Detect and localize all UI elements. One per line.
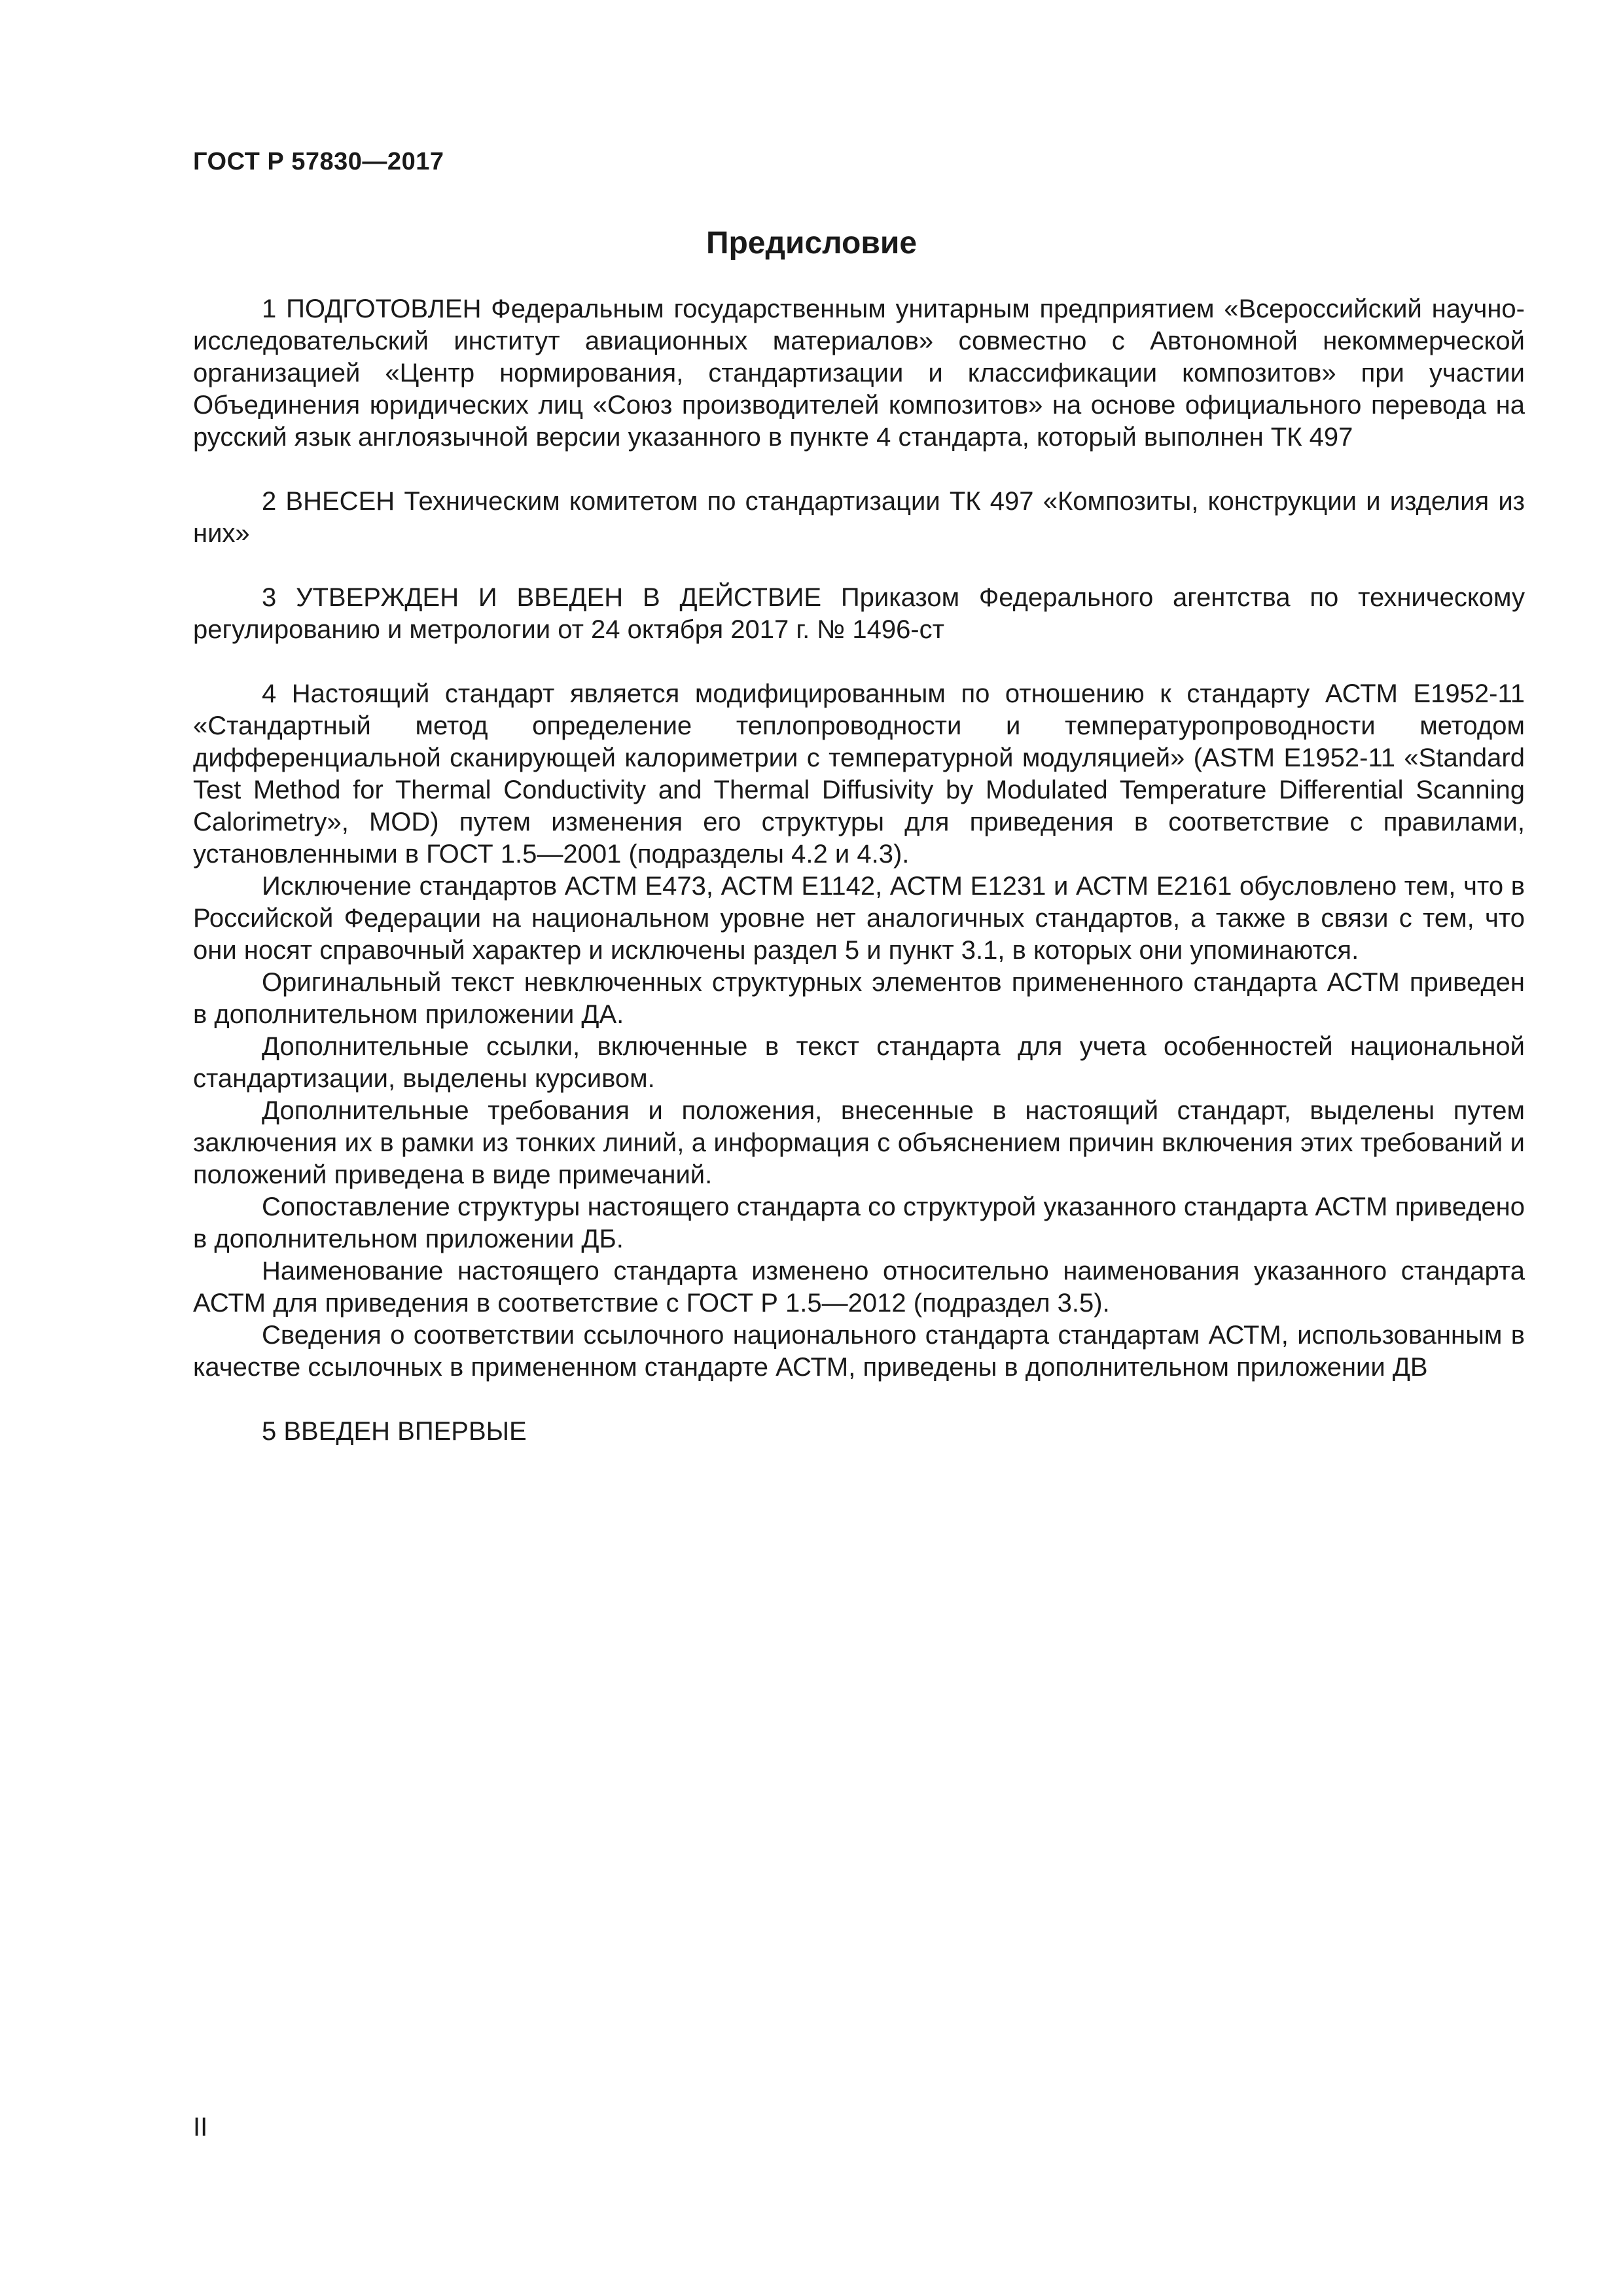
paragraph-reference-compliance: Сведения о соответствии ссылочного национального стандарта стандартам АСТМ, использованным в качестве ссылочных в примененном стандарте АСТМ, приведены в дополнительном приложении ДВ xyxy=(193,1321,1525,1382)
paragraph-modified-standard: 4 Настоящий стандарт является модифицированным по отношению к стандарту АСТМ Е1952-11 «Стандартный метод определение теплопроводности и температуропроводности методом дифференциальной сканирующей калориметрии с температурной модуляцией» (ASTM E1952-11 «Standard Test Method for Thermal Conductivity and Thermal Diffusivity by Modulated Temperature Differential Scanning Calorimetry», MOD) путем изменения его структуры для приведения в соответствие с правилами, установленными в ГОСТ 1.5—2001 (подразделы 4.2 и 4.3). xyxy=(193,679,1525,869)
paragraph-first-introduced: 5 ВВЕДЕН ВПЕРВЫЕ xyxy=(262,1417,527,1446)
foreword-body xyxy=(193,293,1525,1448)
paragraph-original-text: Оригинальный текст невключенных структурных элементов примененного стандарта АСТМ приведен в дополнительном приложении ДА. xyxy=(193,968,1525,1029)
paragraph-additional-requirements: Дополнительные требования и положения, внесенные в настоящий стандарт, выделены путем заключения их в рамки из тонких линий, а информация с объяснением причин включения этих требований и положений приведена в виде примечаний. xyxy=(193,1096,1525,1189)
paragraph-approved: 3 УТВЕРЖДЕН И ВВЕДЕН В ДЕЙСТВИЕ Приказом Федерального агентства по техническому регулированию и метрологии от 24 октября 2017 г. № 1496-ст xyxy=(193,583,1525,644)
paragraph-prepared: 1 ПОДГОТОВЛЕН Федеральным государственным унитарным предприятием «Всероссийский научно-исследовательский институт авиационных материалов» совместно с Автономной некоммерческой организацией «Центр нормирования, стандартизации и классификации композитов» при участии Объединения юридических лиц «Союз производителей композитов» на основе официального перевода на русский язык англоязычной версии указанного в пункте 4 стандарта, который выполнен ТК 497 xyxy=(193,295,1525,452)
page-number: II xyxy=(193,2113,208,2142)
paragraph-structure-comparison: Сопоставление структуры настоящего стандарта со структурой указанного стандарта АСТМ приведено в дополнительном приложении ДБ. xyxy=(193,1193,1525,1253)
page-title: Предисловие xyxy=(705,226,918,260)
paragraph-name-changed: Наименование настоящего стандарта изменено относительно наименования указанного стандарта АСТМ для приведения в соответствие с ГОСТ Р 1.5—2012 (подраздел 3.5). xyxy=(193,1257,1525,1318)
paragraph-introduced: 2 ВНЕСЕН Техническим комитетом по стандартизации ТК 497 «Композиты, конструкции и изделия из них» xyxy=(193,487,1525,548)
paragraph-excluded-standards: Исключение стандартов АСТМ Е473, АСТМ Е1142, АСТМ Е1231 и АСТМ Е2161 обусловлено тем, что в Российской Федерации на национальном уровне нет аналогичных стандартов, а также в связи с тем, что они носят справочный характер и исключены раздел 5 и пункт 3.1, в которых они упоминаются. xyxy=(193,872,1525,965)
document-code: ГОСТ Р 57830—2017 xyxy=(193,148,444,175)
paragraph-additional-references: Дополнительные ссылки, включенные в текст стандарта для учета особенностей национальной стандартизации, выделены курсивом. xyxy=(193,1032,1525,1093)
